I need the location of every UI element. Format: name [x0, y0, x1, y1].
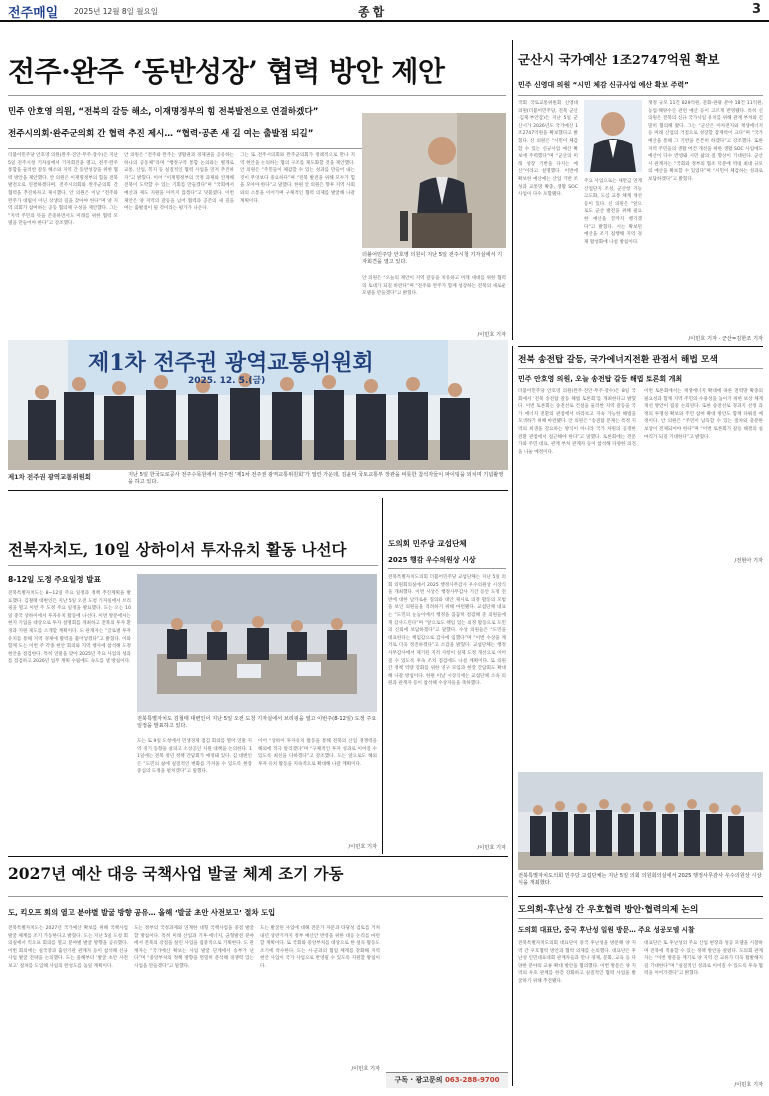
- transit-caption-body: 지난 5일 한국도로공사 전주수목원에서 전주권 ‘제1차 전주권 광역교통위원회’가 열린 가운데, 김윤덕 국토교통부 장관을 비롯한 참석자들이 파이팅을 외치며 기념촬영을 하고 있다.: [128, 472, 504, 485]
- council-photo: [518, 772, 763, 870]
- divider: [518, 346, 763, 347]
- budget-headline: 군산시 국가예산 1조2747억원 확보: [518, 52, 720, 67]
- divider: [8, 856, 508, 857]
- divider: [518, 896, 763, 897]
- budget-body-col1: 국회 국토교통위원회 신영대 의원(더불어민주당, 전북 군산·김제·부안갑)은 지난 5일 군산시가 2026년도 국가예산 1조2747억원을 확보했다고 밝혔다. 신 의원은 “시민이 체감할 수 있는 신규사업 예산 확보에 주력했다”며 “군산의 미래 성장 기반을 다지는 예산”이라고 설명했다. 이번에 확보한 예산에는 산업 기반 조성과 교통망 확충, 생활 SOC 사업이 다수 포함됐다.: [518, 101, 578, 198]
- budget-body-col2: 주요 사업으로는 새만금 연계 산업단지 조성, 군산항 기능 고도화, 도심 교통 체계 개선 등이 있다. 신 의원은 “앞으로도 군산 발전을 위해 필요한 예산을 끝까지 챙기겠다”고 밝혔다. 시는 확보된 예산을 조기 집행해 지역 경제 활성화에 나설 방침이다.: [584, 179, 642, 245]
- national-headline: 2027년 예산 대응 국책사업 발굴 체계 조기 가동: [8, 864, 344, 883]
- lead-subhead-1: 민주 안호영 의원, “전북의 갈등 해소, 이재명정부의 힘 전북발전으로 연결하겠다”: [8, 107, 319, 117]
- investment-photo-caption: 전북특별자치도 김철태 대변인이 지난 5일 오전 도청 기자실에서 브리핑을 열고 이번주(8-12일) 도정 주요 일정을 발표하고 있다.: [137, 716, 377, 729]
- lead-subhead-2: 전주시의회·완주군의회 간 협력 추진 제시… “협력·공존 새 길 여는 출발점 되길”: [8, 129, 314, 139]
- council-photo-caption: 전북특별자치도의회 민주당 교섭단체는 지난 5일 의회 의원회의실에서 2025 행정사무감사 우수의원상 시상식을 개최했다.: [518, 873, 762, 886]
- transit-photo: [8, 340, 508, 470]
- budget-portrait: [584, 100, 642, 172]
- lead-photo: [362, 113, 506, 248]
- divider: [518, 95, 763, 96]
- energy-body-col2: 이번 토론회에서는 재생에너지 확대에 따른 전력망 확충의 필요성과 함께 지역 주민의 수용성을 높이기 위한 보상 체계 개선 방안이 집중 논의된다. 또한 송전선로 경과지 선정 과정의 투명성 확보와 주민 참여 확대 방안도 함께 다뤄질 예정이다. 안 의원은 “주민이 납득할 수 있는 절차와 충분한 보상이 전제되어야 한다”며 “이번 토론회가 갈등 해결의 실마리가 되길 기대한다”고 밝혔다.: [644, 389, 763, 440]
- divider: [8, 565, 378, 566]
- divider: [518, 918, 763, 919]
- energy-headline: 전북 송전탑 갈등, 국가에너지전환 관점서 해법 모색: [518, 355, 718, 365]
- investment-body-col1: 전북특별자치도는 8~12일 주요 일정과 정책 추진계획을 발표했다. 김철태 대변인은 지난 5일 오전 도청 기자실에서 브리핑을 열고 이번 주 도정 주요 일정을 발표했다. 도는 오는 10일 중국 상하이에서 투자유치 활동에 나선다. 이번 방문에서는 현지 기업을 대상으로 투자 설명회를 개최하고 전북의 투자 환경과 지원 제도를 소개할 계획이다. 도 관계자는 “글로벌 투자 유치를 통해 지역 경제에 활력을 불어넣겠다”고 밝혔다. 이와 함께 도는 이번 주 각종 현안 회의와 지역 행사에 참석해 도정 현안을 점검한다. 특히 연말을 맞아 2025년 주요 사업의 성과를 점검하고 2026년 업무 계획 수립에도 속도를 낼 방침이다.: [8, 591, 131, 665]
- ad-bar: [386, 1072, 508, 1088]
- council-byline: /이민호 기자: [477, 845, 506, 851]
- national-body-col2: 도는 정부의 국정과제와 연계한 대형 국책사업을 중점 발굴할 방침이다. 특히 미래 산업과 기후·에너지, 균형발전 분야에서 전북의 강점을 살린 사업을 집중적으로 기획한다. 도 관계자는 “국가예산 확보는 사업 발굴 단계에서 승부가 난다”며 “중앙부처의 정책 방향을 면밀히 분석해 경쟁력 있는 사업을 만들겠다”고 말했다.: [134, 926, 254, 969]
- divider: [388, 568, 506, 569]
- column-rule: [382, 498, 383, 854]
- investment-subhead: 8-12일 도정 주요일정 발표: [8, 575, 101, 584]
- divider: [518, 368, 763, 369]
- budget-body-col3: 재정 규모 11건 829억원, 문화·관광 분야 18건 11억원, 농업·해양수산 관련 예산 등이 고르게 반영됐다. 특히 신 의원은 전북의 신규 국가사업 유치를 위해 관계 부처와 긴밀히 협의해 왔다. 그는 “군산은 이차전지와 재생에너지 등 미래 산업의 거점으로 성장할 잠재력이 크다”며 “국가예산을 통해 그 기반을 튼튼히 하겠다”고 강조했다. 또한 지역 주민들의 생활 여건 개선을 위한 생활 SOC 사업에도 예산이 다수 반영돼 시민 삶의 질 향상이 기대된다. 군산시 관계자는 “국회와 정부의 협조 덕분에 역대 최대 규모의 예산을 확보할 수 있었다”며 “시민이 체감하는 성과로 보답하겠다”고 밝혔다.: [648, 101, 763, 182]
- lead-photo-caption: 더불어민주당 안호영 의원이 지난 5일 전주시청 기자실에서 기자회견을 열고 있다.: [362, 252, 503, 265]
- transit-banner-date: 2025. 12. 5.(금): [188, 376, 266, 386]
- exchange-byline: /이민호 기자: [734, 1082, 763, 1088]
- council-subhead: 2025 행감 우수의원상 시상: [388, 556, 476, 564]
- exchange-body-col1: 전북특별자치도의회 대표단이 중국 후난성을 방문해 양 지역 간 우호협력 방안과 협력 의제를 논의했다. 대표단은 후난성 인민대표대회 관계자들과 만나 경제, 문화, 교육 등 다양한 분야의 교류 확대 방안을 협의했다. 이번 방문은 양 지역의 우호 관계를 한층 강화하고 실질적인 협력 사업을 발굴하기 위해 추진됐다.: [518, 941, 636, 984]
- ad-phone: 063-288-9700: [445, 1076, 500, 1084]
- issue-date: 2025년 12월 8일 월요일: [74, 7, 159, 16]
- column-rule: [512, 346, 513, 1086]
- section-title: 종합: [358, 5, 388, 19]
- investment-headline: 전북자치도, 10일 상하이서 투자유치 활동 나선다: [8, 540, 347, 559]
- investment-body-col2: 도는 또 9일 도청에서 민생경제 점검 회의를 열어 연말 지역 경기 동향을 살피고 소상공인 지원 대책을 논의한다. 11일에는 전북 청년 정책 간담회가 예정돼 있다. 김 대변인은 “도민의 삶에 실질적인 변화를 가져올 수 있도록 현장 중심의 도정을 펼치겠다”고 말했다.: [137, 739, 252, 775]
- ad-label: 구독 · 광고문의: [394, 1076, 443, 1084]
- lead-body-col3: 그는 또 전주시의회와 완주군의회가 정례적으로 만나 지역 현안을 논의하는 협의 구조를 제도화할 것을 제안했다. 안 의원은 “주민들이 체감할 수 있는 성과를 만들어 내는 것이 무엇보다 중요하다”며 “전북 발전을 위해 모두가 힘을 모아야 한다”고 말했다. 한편 안 의원은 향후 지역 사회와의 소통을 이어가며 구체적인 협력 의제를 발굴해 나갈 계획이다.: [240, 153, 355, 204]
- transit-banner-text: 제1차 전주권 광역교통위원회: [88, 350, 374, 376]
- energy-body-col1: 더불어민주당 안호영 의원(완주·진안·무주·장수)은 8일 국회에서 ‘전북 송전탑 갈등 해법 토론회’를 개최한다고 밝혔다. 이번 토론회는 송전선로 건설을 둘러싼 지역 갈등을 국가 에너지 전환의 관점에서 바라보고 지속 가능한 해법을 모색하기 위해 마련됐다. 안 의원은 “송전탑 문제는 특정 지역의 희생을 강요하는 방식이 아니라 국가 차원의 공정한 전환 관점에서 접근해야 한다”고 말했다. 토론회에는 전문가와 주민 대표, 관계 부처 관계자 등이 참석해 다양한 의견을 나눌 예정이다.: [518, 389, 636, 455]
- lead-headline: 전주·완주 ‘동반성장’ 협력 방안 제안: [8, 55, 445, 88]
- investment-body-col3: 이어 “상하이 투자유치 활동을 통해 전북의 산업 경쟁력을 해외에 적극 알리겠다”며 “구체적인 투자 성과로 이어질 수 있도록 최선을 다하겠다”고 강조했다. 도는 앞으로도 해외 투자 유치 활동을 지속적으로 확대해 나갈 계획이다.: [258, 739, 377, 767]
- budget-subhead: 민주 신영대 의원 “시민 체감 신규사업 예산 확보 주력”: [518, 81, 689, 89]
- exchange-subhead: 도의회 대표단, 중국 후난성 일원 방문… 주요 성공모델 시찰: [518, 926, 695, 934]
- lead-body-col1: 더불어민주당 안호영 의원(완주·진안·무주·장수)은 지난 5일 전주시청 기자실에서 기자회견을 열고, 전주·완주 통합을 둘러싼 갈등 해소와 지역 간 동반성장을 위한 협력 방안을 제안했다. 안 의원은 이재명정부의 힘을 전북 발전으로 연결하겠다며, 전주시의회와 완주군의회 간 협력을 추진하자고 제시했다. 안 의원은 이날 “전주와 완주가 대립이 아닌 상생의 길을 찾아야 한다”며 양 지역 의회가 참여하는 공동 협의체 구성을 제안했다. 그는 “지역 주민의 뜻을 존중하면서도 미래를 위한 협력 모델을 만들어야 한다”고 강조했다.: [8, 153, 118, 227]
- national-body-col1: 전북특별자치도는 2027년 국가예산 확보를 위해 국책사업 발굴 체계를 조기 가동한다고 밝혔다. 도는 지난 5일 도청 회의실에서 킥오프 회의를 열고 분야별 발굴 방향을 공유했다. 이번 회의에는 실국장과 출연기관 관계자 등이 참석해 신규 사업 발굴 전략을 논의했다. 도는 올해부터 ‘발굴 초안 사전보고’ 절차를 도입해 사업의 완성도를 높일 계획이다.: [8, 926, 128, 969]
- national-byline: /이민호 기자: [351, 1066, 380, 1072]
- lead-body-col2: 안 의원은 “전주와 완주는 생활권과 경제권을 공유하는 하나의 공동체”라며 “행정구역 통합 논의와는 별개로 교통, 산업, 복지 등 실질적인 협력 사업을 먼저 추진하자”고 밝혔다. 이어 “이재명정부의 국정 과제와 연계해 전북이 도약할 수 있는 기회를 만들겠다”며 “국회에서 예산과 제도 지원을 아끼지 않겠다”고 덧붙였다. 이번 제안은 양 지역의 갈등을 넘어 협력과 공존의 새 길을 여는 출발점이 될 것이라는 평가가 나온다.: [124, 153, 234, 212]
- budget-byline: /이민호 기자 · 군산=김한조 기자: [688, 336, 763, 342]
- council-body: 전북특별자치도의회 더불어민주당 교섭단체는 지난 5일 의회 의원회의실에서 2025 행정사무감사 우수의원상 시상식을 개최했다. 이번 시상은 행정사무감사 기간 동안 도정 전반에 대한 날카로운 질의와 대안 제시로 의정 활동의 모범을 보인 의원들을 격려하기 위해 마련됐다. 교섭단체 대표는 “도민의 눈높이에서 행정을 꼼꼼히 점검해 준 의원들에게 감사드린다”며 “앞으로도 책임 있는 의정 활동으로 도민의 신뢰에 보답하겠다”고 말했다. 수상 의원들은 “도민을 대표한다는 책임감으로 감사에 임했다”며 “이번 수상을 계기로 더욱 정진하겠다”고 소감을 밝혔다. 교섭단체는 행정사무감사에서 제기된 지적 사항이 실제 도정 개선으로 이어질 수 있도록 후속 조치 점검에도 나설 계획이다. 또 의원 간 정책 역량 강화를 위한 연구 모임과 현장 간담회도 확대해 나갈 방침이다. 한편 이날 시상식에는 교섭단체 소속 의원과 관계자 등이 참석해 수상자들을 축하했다.: [388, 575, 506, 687]
- brand-logo: 전주매일: [8, 6, 59, 21]
- national-body-col3: 도는 발굴된 사업에 대해 전문가 자문과 타당성 검토를 거쳐 내년 상반기까지 정부 예산안 반영을 위한 대응 논리를 마련할 계획이다. 또 국회와 중앙부처를 대상으로 한 설득 활동도 조기에 착수한다. 도는 시·군과의 협업 체계를 강화해 지역 현안 사업이 국가 사업으로 반영될 수 있도록 지원할 방침이다.: [260, 926, 380, 969]
- lead-body-col4: 안 의원은 “오늘의 제안이 지역 갈등을 치유하고 미래 세대를 위한 협력의 토대가 되길 바란다”며 “전주와 완주가 함께 성장하는 전북의 새로운 모델을 만들겠다”고 밝혔다.: [362, 276, 506, 297]
- exchange-body-col2: 대표단은 또 후난성의 주요 산업 현장과 성공 모델을 시찰하며 전북에 적용할 수 있는 정책 방안을 살폈다. 도의회 관계자는 “이번 방문을 계기로 양 지역 간 교류가 더욱 활발해지길 기대한다”며 “실질적인 성과로 이어질 수 있도록 후속 협력을 이어가겠다”고 밝혔다.: [644, 941, 763, 977]
- divider: [8, 896, 508, 897]
- divider: [8, 95, 506, 96]
- investment-photo: [137, 574, 377, 712]
- national-subhead: 도, 킥오프 회의 열고 분야별 발굴 방향 공유… 올해 ‘발굴 초안 사전보고’ 절차 도입: [8, 908, 276, 917]
- transit-caption-title: 제1차 전주권 광역교통위원회: [8, 473, 91, 481]
- energy-byline: /전현아 기자: [734, 558, 763, 564]
- council-headline: 도의회 민주당 교섭단체: [388, 539, 467, 548]
- masthead: [0, 0, 769, 22]
- column-rule: [512, 40, 513, 340]
- exchange-headline: 도의회-후난성 간 우호협력 방안·협력의제 논의: [518, 905, 699, 915]
- energy-subhead: 민주 안호영 의원, 오늘 송전탑 갈등 해법 토론회 개최: [518, 375, 683, 383]
- page-number: 3: [751, 2, 761, 17]
- investment-byline: /이민호 기자: [348, 844, 377, 850]
- divider: [8, 490, 508, 491]
- lead-byline: /이민호 기자: [477, 332, 506, 338]
